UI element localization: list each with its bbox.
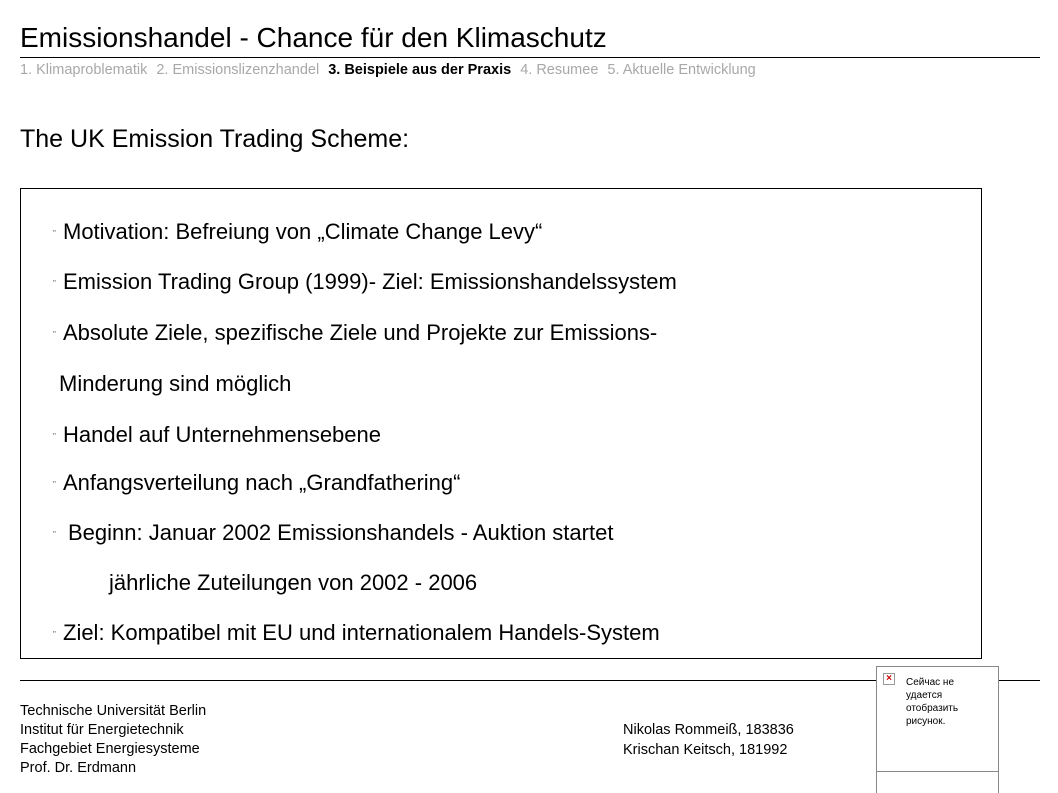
institution-line: Fachgebiet Energiesysteme bbox=[20, 741, 200, 757]
image-frame-extension bbox=[876, 771, 999, 793]
bullet-marker: " bbox=[53, 279, 56, 288]
bullet-continuation: jährliche Zuteilungen von 2002 - 2006 bbox=[109, 570, 478, 595]
bullet-text: Handel auf Unternehmensebene bbox=[63, 422, 382, 447]
slide-subtitle: The UK Emission Trading Scheme: bbox=[20, 125, 410, 153]
bullet-marker: " bbox=[53, 530, 56, 539]
institution-block bbox=[20, 702, 206, 778]
nav-item-resumee[interactable]: 4. Resumee bbox=[520, 62, 599, 78]
author-line: Krischan Keitsch, 181992 bbox=[623, 742, 788, 758]
bullet-text: Emission Trading Group (1999)- Ziel: Emissionshandelssystem bbox=[63, 269, 677, 294]
bullet-text: Beginn: Januar 2002 Emissionshandels - Auktion startet bbox=[68, 520, 614, 545]
caption-line: удается bbox=[906, 690, 943, 701]
section-navigation bbox=[20, 61, 761, 79]
page-title: Emissionshandel - Chance für den Klimaschutz bbox=[20, 22, 607, 53]
bullet-marker: " bbox=[53, 480, 56, 489]
nav-item-aktuelle-entwicklung[interactable]: 5. Aktuelle Entwicklung bbox=[607, 62, 756, 78]
bullet-marker: " bbox=[53, 630, 56, 639]
bullet-continuation: Minderung sind möglich bbox=[59, 371, 292, 396]
title-divider bbox=[20, 57, 1040, 58]
author-line: Nikolas Rommeiß, 183836 bbox=[623, 722, 794, 738]
nav-item-emissionslizenzhandel[interactable]: 2. Emissionslizenzhandel bbox=[156, 62, 320, 78]
broken-image-icon: × bbox=[883, 673, 895, 685]
image-error-caption bbox=[906, 676, 958, 728]
bullet-text: Motivation: Befreiung von „Climate Change Levy“ bbox=[63, 219, 543, 244]
bullet-marker: " bbox=[53, 432, 56, 441]
caption-line: рисунок. bbox=[906, 716, 946, 727]
bullet-marker: " bbox=[53, 330, 56, 339]
authors-block bbox=[623, 720, 794, 760]
bullet-marker: " bbox=[53, 229, 56, 238]
bullet-text: Ziel: Kompatibel mit EU und internationalem Handels-System bbox=[63, 620, 660, 645]
institution-line: Institut für Energietechnik bbox=[20, 722, 184, 738]
broken-image-placeholder bbox=[876, 666, 999, 772]
institution-line: Technische Universität Berlin bbox=[20, 703, 207, 719]
nav-item-klimaproblematik[interactable]: 1. Klimaproblematik bbox=[20, 62, 148, 78]
caption-line: Сейчас не bbox=[906, 677, 955, 688]
content-box bbox=[20, 188, 982, 659]
caption-line: отобразить bbox=[906, 703, 959, 714]
nav-item-beispiele[interactable]: 3. Beispiele aus der Praxis bbox=[328, 62, 512, 78]
bullet-text: Anfangsverteilung nach „Grandfathering“ bbox=[63, 470, 461, 495]
institution-line: Prof. Dr. Erdmann bbox=[20, 760, 137, 776]
bullet-text: Absolute Ziele, spezifische Ziele und Projekte zur Emissions- bbox=[63, 320, 658, 345]
